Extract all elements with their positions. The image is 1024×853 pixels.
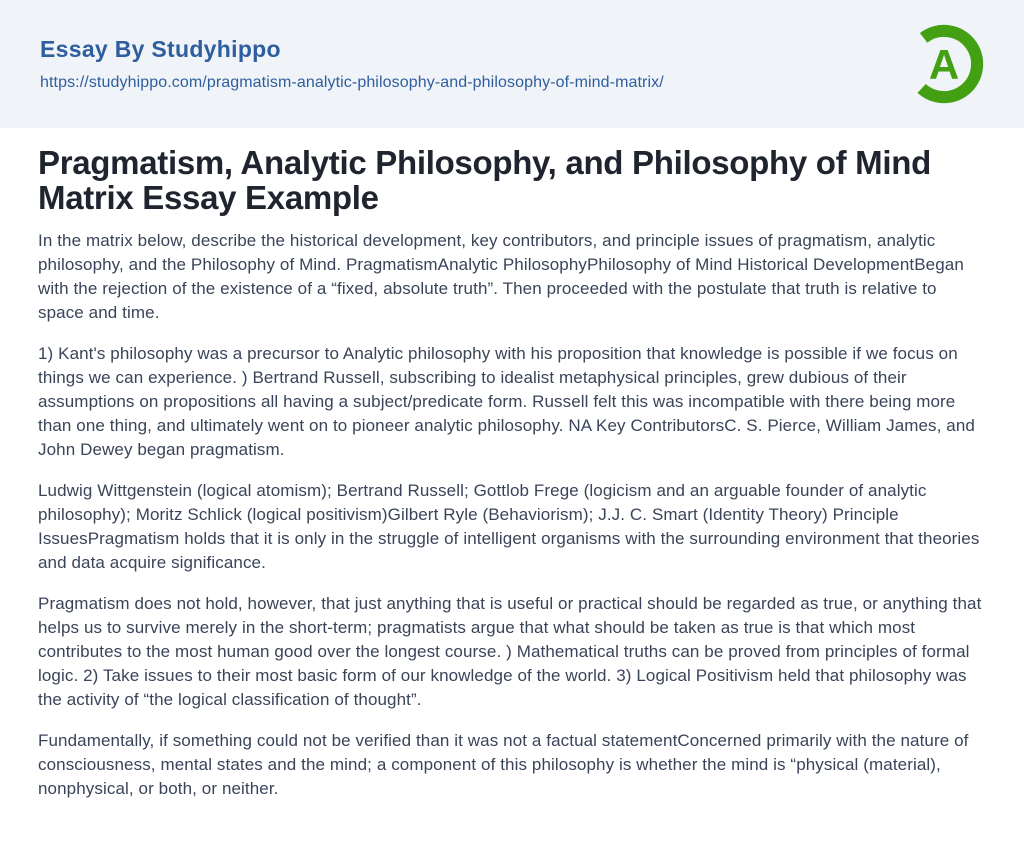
logo-letter: A: [928, 40, 960, 88]
studyhippo-logo-icon: [902, 21, 986, 107]
page-title: Pragmatism, Analytic Philosophy, and Philosophy of Mind Matrix Essay Example: [38, 144, 931, 216]
essay-paragraph: Ludwig Wittgenstein (logical atomism); Bertrand Russell; Gottlob Frege (logicism and an arguable founder of analytic philosophy); Moritz Schlick (logical positivism)Gilbert Ryle (Behaviorism); J.J. C. Smart (Identity Theory) Principle IssuesPragmatism holds that it is only in the struggle of intelligent organisms with the surrounding environment that theories and data acquire significance.: [38, 481, 980, 572]
essay-paragraph: In the matrix below, describe the historical development, key contributors, and principle issues of pragmatism, analytic philosophy, and the Philosophy of Mind. PragmatismAnalytic PhilosophyPhilosophy of Mind Historical DevelopmentBegan with the rejection of the existence of a “fixed, absolute truth”. Then proceeded with the postulate that truth is relative to space and time.: [38, 231, 964, 322]
essay-body: [38, 229, 984, 801]
essay-paragraph: Fundamentally, if something could not be verified than it was not a factual statementConcerned primarily with the nature of consciousness, mental states and the mind; a component of this philosophy is whether the mind is “physical (material), nonphysical, or both, or neither.: [38, 731, 969, 798]
essay-paragraph: 1) Kant's philosophy was a precursor to Analytic philosophy with his proposition that knowledge is possible if we focus on things we can experience. ) Bertrand Russell, subscribing to idealist metaphysical principles, grew dubious of their assumptions on propositions all having a subject/predicate form. Russell felt this was incompatible with there being more than one thing, and ultimately went on to pioneer analytic philosophy. NA Key ContributorsC. S. Pierce, William James, and John Dewey began pragmatism.: [38, 344, 975, 459]
essay-content: [0, 128, 1024, 801]
essay-paragraph: Pragmatism does not hold, however, that just anything that is useful or practical should be regarded as true, or anything that helps us to survive merely in the short-term; pragmatists argue that what should be taken as true is that which most contributes to the most human good over the longest course. ) Mathematical truths can be proved from principles of formal logic. 2) Take issues to their most basic form of our knowledge of the world. 3) Logical Positivism held that philosophy was the activity of “the logical classification of thought”.: [38, 594, 982, 709]
site-title: Essay By Studyhippo: [40, 35, 281, 62]
header-text-block: [40, 35, 664, 91]
essay-url-link[interactable]: https://studyhippo.com/pragmatism-analytic-philosophy-and-philosophy-of-mind-matrix/: [40, 73, 664, 91]
page-header: [0, 0, 1024, 128]
